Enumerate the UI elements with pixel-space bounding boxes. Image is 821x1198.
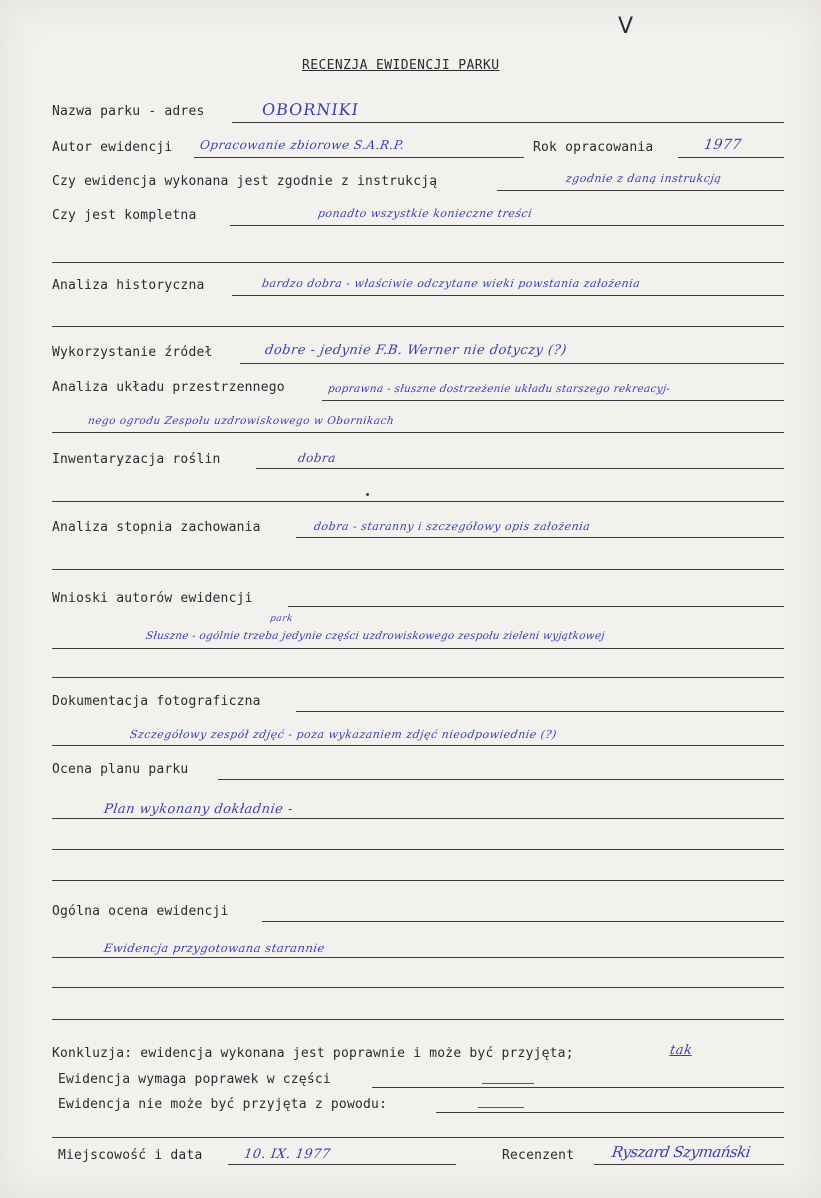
value-uklad-2: nego ogrodu Zespołu uzdrowiskowego w Obornikach bbox=[87, 415, 396, 427]
line-uklad-2 bbox=[52, 432, 784, 433]
value-ogolna: Ewidencja przygotowana starannie bbox=[103, 941, 326, 955]
value-wnioski: Słuszne - ogólnie trzeba jedynie części uzdrowiskowego zespołu zieleni wyjątkowej bbox=[145, 630, 606, 642]
label-wnioski: Wnioski autorów ewidencji bbox=[52, 591, 253, 606]
value-inwentaryzacja: dobra bbox=[297, 451, 337, 465]
line-kompletna bbox=[230, 225, 784, 226]
label-kompletna: Czy jest kompletna bbox=[52, 208, 197, 223]
value-uklad-1: poprawna - słuszne dostrzeżenie układu starszego rekreacyj- bbox=[327, 383, 672, 395]
konkluzja-2-dash bbox=[482, 1083, 534, 1084]
label-inwentaryzacja: Inwentaryzacja roślin bbox=[52, 452, 221, 467]
line-historyczna bbox=[232, 295, 784, 296]
line-plan-2 bbox=[52, 818, 784, 819]
page-title: RECENZJA EWIDENCJI PARKU bbox=[302, 58, 500, 73]
line-uklad bbox=[322, 400, 784, 401]
line-wnioski-2 bbox=[52, 648, 784, 649]
line-recenzent bbox=[594, 1164, 784, 1165]
line-foto bbox=[296, 711, 784, 712]
label-ogolna: Ogólna ocena ewidencji bbox=[52, 904, 229, 919]
label-zrodla: Wykorzystanie źródeł bbox=[52, 345, 213, 360]
konkluzja-line-3: Ewidencja nie może być przyjęta z powodu: bbox=[58, 1097, 388, 1112]
line-plan-4 bbox=[52, 880, 784, 881]
line-inwentaryzacja bbox=[256, 468, 784, 469]
label-recenzent: Recenzent bbox=[502, 1148, 575, 1163]
line-rok bbox=[678, 157, 784, 158]
line-wnioski bbox=[288, 606, 784, 607]
label-nazwa: Nazwa parku - adres bbox=[52, 104, 205, 119]
konkluzja-line-2: Ewidencja wymaga poprawek w części bbox=[58, 1072, 331, 1087]
line-plan bbox=[218, 779, 784, 780]
line-konkluzja-2 bbox=[372, 1087, 784, 1088]
line-autor bbox=[194, 157, 524, 158]
value-kompletna: ponadto wszystkie konieczne treści bbox=[317, 207, 534, 220]
value-nazwa: OBORNIKI bbox=[260, 100, 361, 119]
konkluzja-line-1: Konkluzja: ewidencja wykonana jest poprawnie i może być przyjęta; bbox=[52, 1046, 574, 1061]
konkluzja-3-dash bbox=[478, 1107, 524, 1108]
line-konkluzja-3 bbox=[436, 1112, 784, 1113]
line-foto-2 bbox=[52, 745, 784, 746]
line-blank-5 bbox=[52, 677, 784, 678]
line-zgodnie bbox=[497, 190, 784, 191]
line-ogolna bbox=[262, 921, 784, 922]
line-miejsce bbox=[228, 1164, 456, 1165]
value-plan: Plan wykonany dokładnie - bbox=[102, 802, 294, 817]
line-zrodla bbox=[240, 363, 784, 364]
line-blank-3 bbox=[52, 501, 784, 502]
line-blank-4 bbox=[52, 569, 784, 570]
value-miejsce: 10. IX. 1977 bbox=[242, 1147, 332, 1162]
value-zrodla: dobre - jedynie F.B. Werner nie dotyczy (?) bbox=[263, 343, 568, 358]
line-blank-1 bbox=[52, 262, 784, 263]
label-foto: Dokumentacja fotograficzna bbox=[52, 694, 261, 709]
label-plan: Ocena planu parku bbox=[52, 762, 189, 777]
konkluzja-answer: tak bbox=[668, 1043, 694, 1058]
line-ogolna-3 bbox=[52, 987, 784, 988]
line-blank-2 bbox=[52, 326, 784, 327]
corner-check-mark: V bbox=[618, 14, 634, 39]
label-zgodnie: Czy ewidencja wykonana jest zgodnie z instrukcją bbox=[52, 174, 438, 189]
label-uklad: Analiza układu przestrzennego bbox=[52, 380, 285, 395]
line-ogolna-2 bbox=[52, 957, 784, 958]
ink-dot bbox=[366, 493, 369, 496]
line-ogolna-4 bbox=[52, 1019, 784, 1020]
recenzent-signature: Ryszard Szymański bbox=[610, 1143, 752, 1161]
value-zachowanie: dobra - staranny i szczegółowy opis założenia bbox=[313, 520, 592, 533]
label-autor: Autor ewidencji bbox=[52, 140, 173, 155]
line-blank-6 bbox=[52, 1137, 784, 1138]
value-zgodnie: zgodnie z daną instrukcją bbox=[565, 172, 723, 185]
line-zachowanie bbox=[296, 537, 784, 538]
value-foto: Szczegółowy zespół zdjęć - poza wykazaniem zdjęć nieodpowiednie (?) bbox=[129, 728, 558, 741]
line-plan-3 bbox=[52, 849, 784, 850]
value-rok: 1977 bbox=[702, 137, 743, 153]
value-wnioski-insert: park bbox=[269, 614, 294, 624]
value-historyczna: bardzo dobra - właściwie odczytane wieki powstania założenia bbox=[261, 277, 642, 290]
label-miejsce: Miejscowość i data bbox=[58, 1148, 203, 1163]
label-zachowanie: Analiza stopnia zachowania bbox=[52, 520, 261, 535]
label-historyczna: Analiza historyczna bbox=[52, 278, 205, 293]
label-rok: Rok opracowania bbox=[533, 140, 654, 155]
value-autor: Opracowanie zbiorowe S.A.R.P. bbox=[199, 138, 406, 152]
line-nazwa bbox=[232, 122, 784, 123]
